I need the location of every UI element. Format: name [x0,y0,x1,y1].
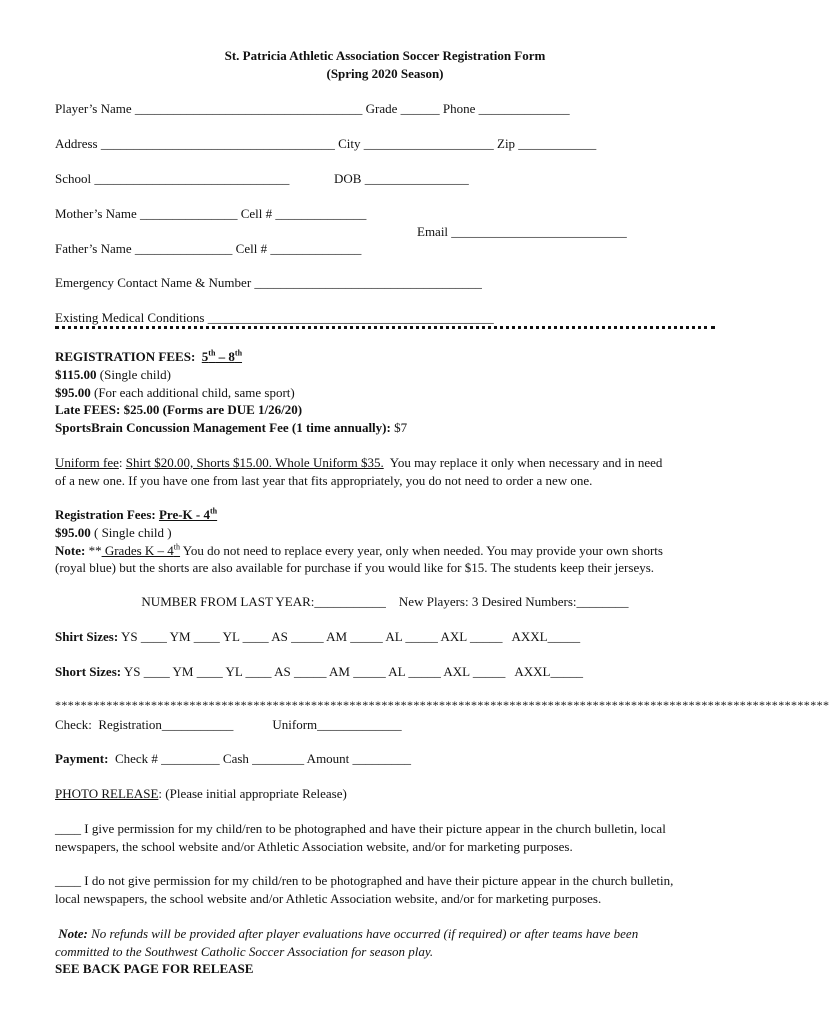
prek-note-line: Note: ** Grades K – 4th You do not need to replace every year, only when needed. You may provide your own shorts [55,542,663,558]
additional-child-fee: $95.00 (For each additional child, same sport) [55,385,295,400]
shirt-sizes-line: Shirt Sizes: YS ____ YM ____ YL ____ AS _____ AM _____ AL _____ AXL _____ AXXL_____ [55,629,581,644]
address-line: Address ____________________________________ City ____________________ Zip ____________ [55,136,597,151]
uniform-fee-line: Uniform fee: Shirt $20.00, Shorts $15.00. Whole Uniform $35. You may replace it only when necessary and in need [55,455,663,470]
mother-line: Mother’s Name _______________ Cell # ______________ [55,206,367,221]
uniform-fee-line-2: of a new one. If you have one from last year that fits appropriately, you do not need to order a new one. [55,473,593,488]
concussion-fee: SportsBrain Concussion Management Fee (1 time annually): $7 [55,420,408,435]
school-line: School ______________________________ [55,171,290,186]
numbers-line: NUMBER FROM LAST YEAR:___________ New Players: 3 Desired Numbers:________ [141,594,629,609]
asterisk-divider: ************************************************************************************************************************* [55,698,829,712]
short-sizes-line: Short Sizes: YS ____ YM ____ YL ____ AS _____ AM _____ AL _____ AXL _____ AXXL_____ [55,664,583,679]
photo-deny-permission: ____ I do not give permission for my child/ren to be photographed and have their picture appear in the church bulletin, [55,873,674,888]
registration-fees-heading: REGISTRATION FEES: 5th – 8th [55,348,243,364]
emergency-contact-line: Emergency Contact Name & Number ___________________________________ [55,275,482,290]
photo-give-permission: ____ I give permission for my child/ren to be photographed and have their picture appear in the church bulletin, local [55,821,666,836]
email-line: Email ___________________________ [417,224,627,239]
player-info-line: Player’s Name ___________________________________ Grade ______ Phone ______________ [55,101,570,116]
photo-deny-permission-2: local newspapers, the school website and/or Athletic Association website, and/or for marketing purposes. [55,891,602,906]
prek-single-fee: $95.00 ( Single child ) [55,525,172,540]
payment-line: Payment: Check # _________ Cash ________ Amount _________ [55,751,412,766]
refund-note-2: committed to the Southwest Catholic Soccer Association for season play. [55,944,434,959]
medical-conditions-line: Existing Medical Conditions ____________________________________________ [55,310,494,325]
form-title: St. Patricia Athletic Association Soccer Registration Form [224,48,546,63]
see-back-page: SEE BACK PAGE FOR RELEASE [55,961,254,976]
office-check-line: Check: Registration___________ Uniform_____________ [55,717,402,732]
late-fee: Late FEES: $25.00 (Forms are DUE 1/26/20) [55,402,303,417]
dob-line: DOB ________________ [334,171,469,186]
form-subtitle: (Spring 2020 Season) [326,66,444,81]
dotted-divider [55,326,715,329]
photo-give-permission-2: newspapers, the school website and/or Athletic Association website, and/or for marketing purposes. [55,839,573,854]
single-child-fee: $115.00 (Single child) [55,367,171,382]
prek-fees-heading: Registration Fees: Pre-K - 4th [55,506,218,522]
prek-note-line-2: (royal blue) but the shorts are also available for purchase if you would like for $15. The students keep their jerseys. [55,560,655,575]
photo-release-heading: PHOTO RELEASE: (Please initial appropriate Release) [55,786,347,801]
refund-note: Note: No refunds will be provided after player evaluations have occurred (if required) or after teams have been [55,926,639,941]
father-line: Father’s Name _______________ Cell # ______________ [55,241,362,256]
